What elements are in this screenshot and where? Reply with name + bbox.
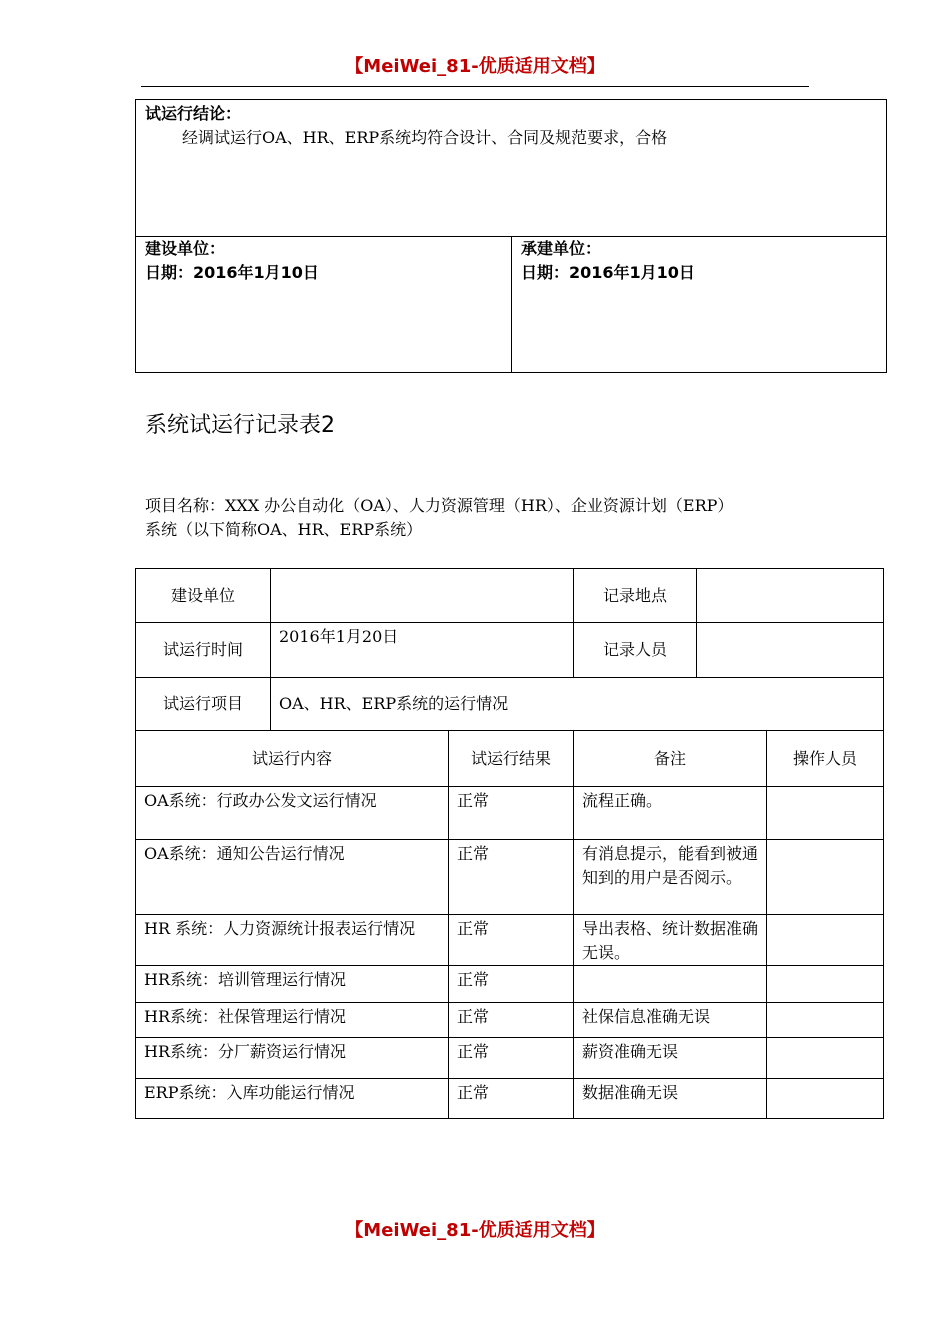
row-result: 正常	[449, 840, 574, 915]
conclusion-text: 经调试运行OA、HR、ERP系统均符合设计、合同及规范要求，合格	[182, 128, 668, 147]
contractor-signoff-cell	[512, 237, 887, 373]
table-row	[136, 1079, 884, 1119]
record-table	[135, 568, 884, 731]
trial-time-label: 试运行时间	[136, 623, 271, 678]
builder-date: 日期：2016年1月10日	[145, 263, 319, 282]
row-result: 正常	[449, 1003, 574, 1038]
row-content: ERP系统：入库功能运行情况	[136, 1079, 449, 1119]
row-result: 正常	[449, 966, 574, 1003]
row-note: 薪资准确无误	[574, 1038, 767, 1079]
row-note: 社保信息准确无误	[574, 1003, 767, 1038]
row-operator	[767, 840, 884, 915]
row-operator	[767, 1079, 884, 1119]
row-content: HR系统：分厂薪资运行情况	[136, 1038, 449, 1079]
row-result: 正常	[449, 787, 574, 840]
row-operator	[767, 915, 884, 966]
builder-label: 建设单位：	[145, 239, 226, 258]
builder-unit-value	[271, 569, 574, 623]
row-operator	[767, 1038, 884, 1079]
record-detail-table	[135, 730, 884, 1119]
table-header-row	[136, 731, 884, 787]
table-row	[136, 569, 884, 623]
project-name-line1: 项目名称：XXX 办公自动化（OA）、人力资源管理（HR）、企业资源计划（ERP）	[145, 496, 734, 515]
table-row	[136, 1003, 884, 1038]
table-row	[136, 966, 884, 1003]
record-location-label: 记录地点	[574, 569, 697, 623]
recorder-label: 记录人员	[574, 623, 697, 678]
contractor-label: 承建单位：	[521, 239, 602, 258]
recorder-value	[697, 623, 884, 678]
column-header: 试运行结果	[449, 731, 574, 787]
column-header: 试运行内容	[136, 731, 449, 787]
row-result: 正常	[449, 1079, 574, 1119]
row-note: 流程正确。	[574, 787, 767, 840]
conclusion-table	[135, 99, 887, 373]
table-row	[136, 1038, 884, 1079]
row-result: 正常	[449, 915, 574, 966]
row-content: HR系统：社保管理运行情况	[136, 1003, 449, 1038]
row-note: 数据准确无误	[574, 1079, 767, 1119]
row-content: OA系统：通知公告运行情况	[136, 840, 449, 915]
record-location-value	[697, 569, 884, 623]
project-name-line2: 系统（以下简称OA、HR、ERP系统）	[145, 520, 423, 539]
section-title: 系统试运行记录表2	[145, 413, 335, 438]
row-note: 导出表格、统计数据准确无误。	[574, 915, 767, 966]
contractor-date: 日期：2016年1月10日	[521, 263, 695, 282]
builder-unit-label: 建设单位	[136, 569, 271, 623]
builder-signoff-cell	[136, 237, 512, 373]
footer-title: 【MeiWei_81-优质适用文档】	[345, 1220, 605, 1241]
trial-item-label: 试运行项目	[136, 678, 271, 731]
row-result: 正常	[449, 1038, 574, 1079]
row-operator	[767, 1003, 884, 1038]
row-note	[574, 966, 767, 1003]
header-divider	[141, 86, 809, 87]
row-operator	[767, 787, 884, 840]
conclusion-cell	[136, 100, 886, 237]
column-header: 备注	[574, 731, 767, 787]
conclusion-label: 试运行结论：	[145, 104, 242, 123]
table-row	[136, 915, 884, 966]
header-title: 【MeiWei_81-优质适用文档】	[345, 56, 605, 77]
table-row	[136, 678, 884, 731]
table-row	[136, 787, 884, 840]
row-note: 有消息提示，能看到被通知到的用户是否阅示。	[574, 840, 767, 915]
row-content: OA系统：行政办公发文运行情况	[136, 787, 449, 840]
trial-time-value: 2016年1月20日	[271, 623, 574, 678]
table-row	[136, 840, 884, 915]
column-header: 操作人员	[767, 731, 884, 787]
trial-item-value: OA、HR、ERP系统的运行情况	[271, 678, 884, 731]
row-operator	[767, 966, 884, 1003]
row-content: HR系统：培训管理运行情况	[136, 966, 449, 1003]
table-row	[136, 623, 884, 678]
row-content: HR 系统：人力资源统计报表运行情况	[136, 915, 449, 966]
